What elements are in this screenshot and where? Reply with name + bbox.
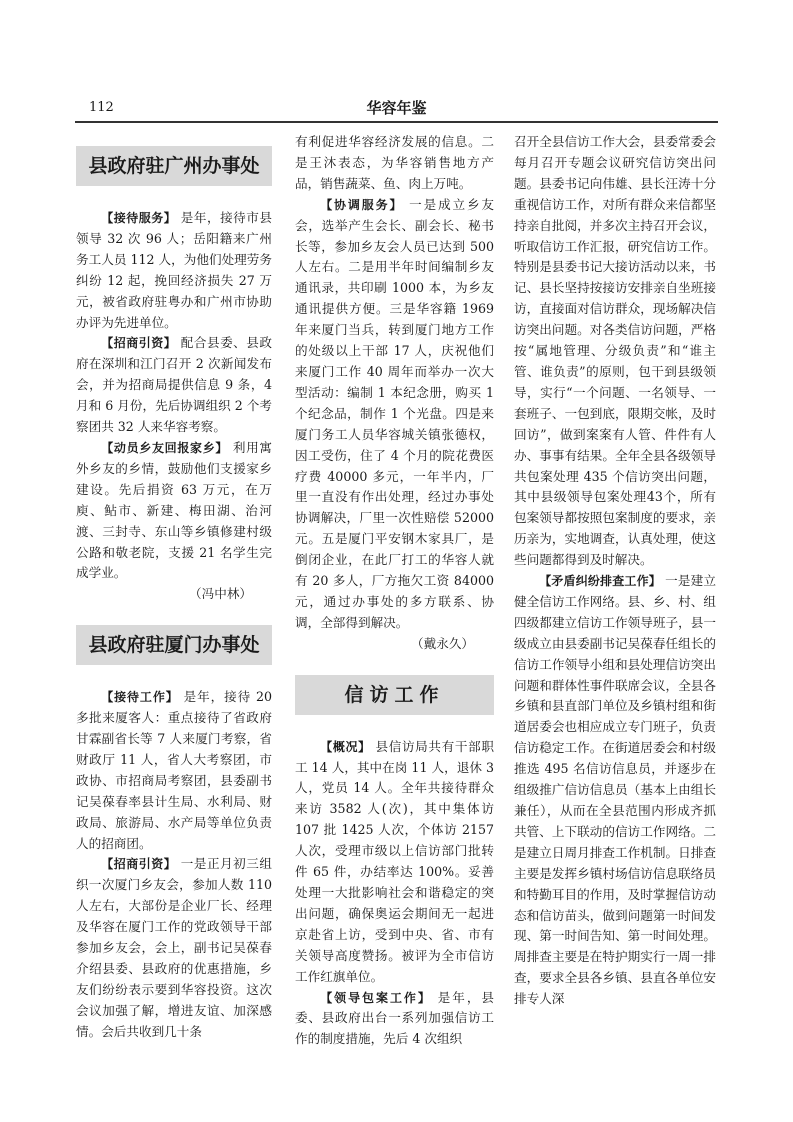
paragraph-text: 利用寓外乡友的乡情，鼓励他们支援家乡建设。先后捐资 63 万元，在万庾、鲇市、新建、梅田湖、治河渡、三封寺、东山等乡镇修建村级公路和敬老院，支援 21 名学生完成学业。	[76, 439, 272, 581]
section-title-xiamen-office: 县政府驻厦门办事处	[76, 625, 272, 665]
paragraph	[295, 195, 494, 634]
paragraph-text: 一是建立健全信访工作网络。县、乡、村、组四级都建立信访工作领导班子，县一级成立由县委副书记吴葆春任组长的信访工作领导小组和县处理信访突出问题和群体性事件联席会议，全县各乡镇和县直部门单位及乡镇村组和街道居委会也相应成立专门班子，负责信访稳定工作。在街道居委会和村级推选 495 名信访信息员，并逐步在组级推广信访信息员（基本上由组长兼任），从而在全县范围内形成齐抓共管、上下联动的信访工作网络。二是建立日周月排查工作机制。日排查主要是发挥乡镇村场信访信息联络员和特勤耳目的作用，及时掌握信访动态和信访苗头，做到问题第一时间发现、第一时间告知、第一时间处理。周排查主要是在特护期实行一周一排查，要求全县各乡镇、县直各单位安排专人深	[514, 573, 716, 1007]
column-2	[295, 132, 494, 1050]
paragraph	[76, 333, 272, 438]
page-number: 112	[89, 100, 114, 115]
column-1	[76, 132, 272, 1043]
paragraph-keyword: 【矛盾纠纷排查工作】	[539, 574, 661, 589]
paragraph	[76, 854, 272, 1042]
paragraph-keyword: 【接待工作】	[101, 690, 179, 705]
section-title-petition-work: 信访工作	[295, 675, 494, 715]
paragraph	[295, 988, 494, 1051]
section-title-guangzhou-office: 县政府驻广州办事处	[76, 146, 272, 186]
paragraph	[295, 737, 494, 988]
paragraph-text: 一是正月初三组织一次厦门乡友会，参加人数 110 人左右，大部份是企业厂长、经理及华容在厦门工作的党政领导干部参加乡友会，会上，副书记吴葆春介绍县委、县政府的优惠措施，乡友们纷纷表示要到华容投资。这次会议加强了解，增进友谊、加深感情。会后共收到几十条	[76, 856, 272, 1039]
paragraph-keyword: 【协调服务】	[320, 197, 404, 212]
author-signature: （冯中林）	[189, 586, 252, 602]
paragraph-text: 一是成立乡友会，选举产生会长、副会长、秘书长等，参加乡友会人员已达到 500 人左右。二是用半年时间编制乡友通讯录，共印刷 1000 本，为乡友通讯提供方便。三是华容籍 1969 年来厦门当兵，转到厦门地方工作的处级以上干部 17 人，庆祝他们来厦门工作 40 周年而举办一次大型活动：编制 1 本纪念册，购买 1 个纪念品，制作 1 个光盘。四是来厦门务工人员华容城关镇张德权，因工受伤，住了 4 个月的院花费医疗费 40000 多元，一年半内，厂里一直没有作出处理，经过办事处协调解决，厂里一次性赔偿 52000 元。五是厦门平安钢木家具厂，是倒闭企业，在此厂打工的华容人就有 20 多人，厂方拖欠工资 84000 元，通过办事处的多方联系、协调，全部得到解决。	[295, 196, 494, 630]
paragraph	[76, 208, 272, 333]
paragraph-keyword: 【领导包案工作】	[320, 990, 432, 1005]
paragraph	[76, 687, 272, 854]
paragraph-text: 县信访局共有干部职工 14 人，其中在岗 11 人，退休 3 人，党员 14 人。全年共接待群众来访 3582 人(次)，其中集体访 107 批 1425 人次，个体访 2157 人次，受理市级以上信访部门批转件 65 件，办结率达 100%。妥善处理一大批影响社会和谐稳定的突出问题，确保奥运会期间无一起进京赴省上访，受到中央、省、市有关领导高度赞扬。被评为全市信访工作红旗单位。	[295, 738, 494, 984]
paragraph-keyword: 【接待服务】	[101, 211, 177, 225]
paragraph-text: 是年，接待市县领导 32 次 96 人；岳阳籍来广州务工人员 112 人，为他们处理劳务纠纷 12 起，挽回经济损失 27 万元，被省政府驻粤办和广州市协助办评为先进单位。	[76, 210, 272, 330]
book-title: 华容年鉴	[366, 99, 427, 117]
paragraph-text: 是年，县委、县政府出台一系列加强信访工作的制度措施，先后 4 次组织	[295, 989, 494, 1047]
header-rule	[75, 121, 718, 123]
paragraph	[514, 571, 716, 1010]
paragraph-keyword: 【招商引资】	[101, 336, 177, 351]
paragraph	[76, 438, 272, 584]
column-3	[514, 132, 716, 1010]
page-header	[75, 96, 718, 122]
paragraph: 召开全县信访工作大会，县委常委会每月召开专题会议研究信访突出问题。县委书记向伟雄、县长汪涛十分重视信访工作，对所有群众来信都坚持亲自批阅，并多次主持召开会议，听取信访工作汇报，研究信访工作。特别是县委书记大接访活动以来，书记、县长坚持按接访安排亲自坐班接访，直接面对信访群众，现场解决信访突出问题。对各类信访问题，严格按“属地管理、分级负责”和“谁主管、谁负责”的原则，包干到县级领导，实行“一个问题、一名领导、一套班子、一包到底，限期交帐，及时回访”，做到案案有人管、件件有人办、事事有结果。全年全县各级领导共包案处理 435 个信访突出问题，其中县级领导包案处理43个，所有包案领导都按照包案制度的要求，亲历亲为，实地调查，认真处理，使这些问题都得到及时解决。	[514, 134, 716, 568]
paragraph: 有利促进华容经济发展的信息。二是王沐表态，为华容销售地方产品，销售蔬菜、鱼、肉上万吨。	[295, 134, 494, 191]
paragraph-keyword: 【动员乡友回报家乡】	[101, 440, 229, 455]
paragraph-text: 是年，接待 20 多批来厦客人：重点接待了省政府甘霖副省长等 7 人来厦门考察，省财政厅 11 人，省人大考察团，市政协、市招商局考察团，县委副书记吴葆春率县计生局、水利局、财政局、旅游局、水产局等单位负责人的招商团。	[76, 689, 272, 851]
paragraph-keyword: 【招商引资】	[101, 857, 177, 872]
paragraph-keyword: 【概况】	[320, 739, 371, 754]
author-signature: （戴永久）	[411, 635, 474, 651]
paragraph-text: 配合县委、县政府在深圳和江门召开 2 次新闻发布会，并为招商局提供信息 9 条，4 月和 6 月份，先后协调组织 2 个考察团共 32 人来华容考察。	[76, 335, 272, 435]
